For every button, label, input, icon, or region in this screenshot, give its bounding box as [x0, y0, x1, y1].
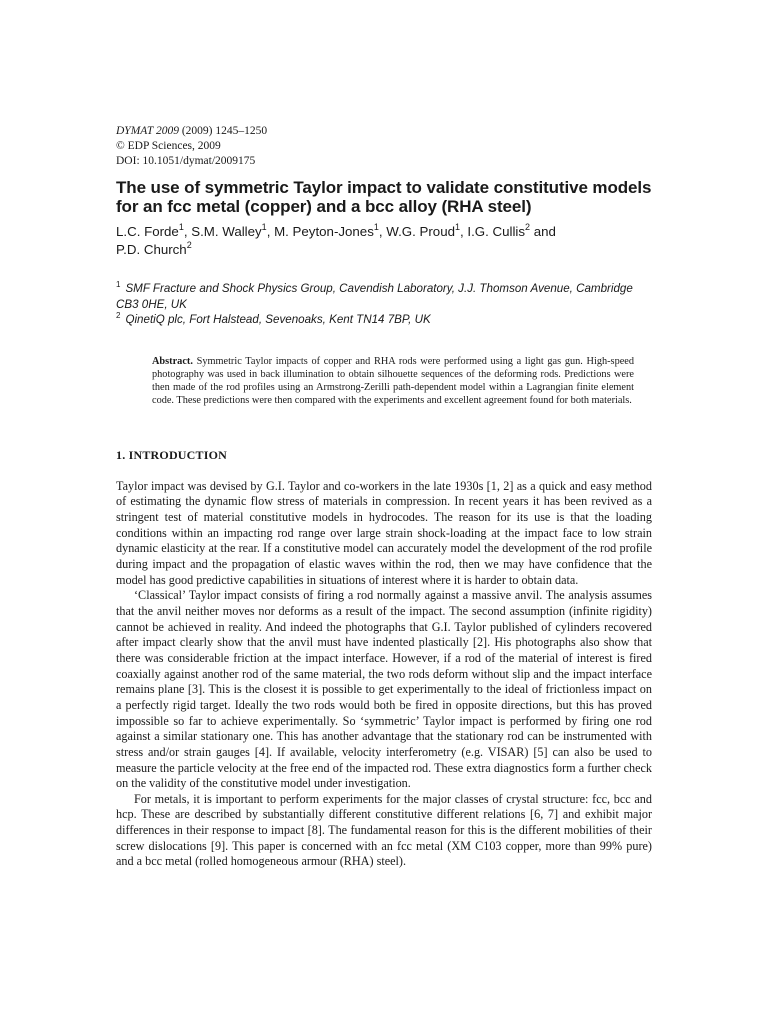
author-affiliation-marker: 1 — [261, 222, 267, 232]
section-heading: 1. INTRODUCTION — [116, 447, 228, 462]
author-affiliation-marker: 2 — [186, 240, 192, 250]
author-name: M. Peyton-Jones — [274, 224, 374, 239]
affiliation-list — [116, 281, 652, 328]
citation-line — [116, 124, 652, 139]
author-name: L.C. Forde — [116, 224, 179, 239]
author-affiliation-marker: 2 — [525, 222, 531, 232]
author-affiliation-marker: 1 — [373, 222, 379, 232]
paper-page — [116, 124, 652, 870]
author-name: S.M. Walley — [191, 224, 262, 239]
abstract-label: Abstract. — [152, 355, 193, 367]
author-affiliation-marker: 1 — [178, 222, 184, 232]
author-name: W.G. Proud — [386, 224, 455, 239]
author-name: I.G. Cullis — [467, 224, 526, 239]
paper-title: The use of symmetric Taylor impact to validate constitutive models for an fcc metal (copper) and a bcc alloy (RHA steel) — [116, 178, 652, 216]
abstract — [152, 355, 634, 408]
author-separator: , — [460, 224, 468, 239]
body-paragraph: Taylor impact was devised by G.I. Taylor and co-workers in the late 1930s [1, 2] as a quick and easy method of estimating the dynamic flow stress of materials in compression. In recent years it has been revived as a stringent test of material constitutive models in hydrocodes. The reason for its use is that the loading conditions within an impacting rod range over large strain shock-loading at the impact face to low strain dynamic elasticity at the rear. If a constitutive model can accurately model the development of the rod profile during impact and the propagation of elastic waves within the rod, then we may have confidence that the model has good predictive capabilities in situations of interest where it is harder to obtain data. — [116, 478, 652, 587]
body-paragraph: For metals, it is important to perform experiments for the major classes of crystal structure: fcc, bcc and hcp. These are described by substantially different constitutive different relations [6, 7] and exhibit major differences in their response to impact [8]. The fundamental reason for this is the different mobilities of their screw dislocations [9]. This paper is concerned with an fcc metal (XM C103 copper, more than 99% pure) and a bcc metal (rolled homogeneous armour (RHA) steel). — [116, 791, 652, 869]
affiliation-number: 2 — [116, 311, 121, 320]
section-body — [116, 479, 652, 870]
doi-line: DOI: 10.1051/dymat/2009175 — [116, 155, 256, 167]
affiliation-item — [116, 312, 652, 328]
author-separator: , — [378, 224, 387, 239]
affiliation-item — [116, 281, 652, 312]
author-affiliation-marker: 1 — [455, 222, 461, 232]
body-paragraph: ‘Classical’ Taylor impact consists of firing a rod normally against a massive anvil. The analysis assumes that the anvil neither moves nor deforms as a result of the impact. The second assumption (infinite rigidity) cannot be achieved in reality. And indeed the photographs that G.I. Taylor published of cylinders recovered after impact clearly show that the anvil must have indented plastically [2]. His photographs also show that there was considerable friction at the impact interface. However, if a rod of the material of interest is fired coaxially against another rod of the same material, the two rods deform without slip and the impact interface remains plane [3]. This is the closest it is possible to get experimentally to the ideal of frictionless impact on a perfectly rigid target. Ideally the two rods would both be fired in opposite directions, but this has proved impossible so far to achieve experimentally. So ‘symmetric’ Taylor impact is performed by firing one rod against a similar stationary one. This has another advantage that the stationary rod can be instrumented with stress and/or strain gauges [4]. If available, velocity interferometry (e.g. VISAR) [5] can also be used to measure the particle velocity at the free end of the impacted rod. These extra diagnostics form a further check on the validity of the constitutive model under investigation. — [116, 588, 652, 791]
copyright-line: © EDP Sciences, 2009 — [116, 140, 221, 152]
journal-name: DYMAT 2009 — [116, 125, 179, 137]
author-separator: and — [530, 224, 556, 239]
publication-info — [116, 124, 652, 169]
author-separator: , — [183, 224, 192, 239]
affiliation-text: SMF Fracture and Shock Physics Group, Cavendish Laboratory, J.J. Thomson Avenue, Cambridge CB3 0HE, UK — [116, 282, 633, 311]
author-list — [116, 223, 652, 259]
abstract-text: Symmetric Taylor impacts of copper and RHA rods were performed using a light gas gun. High-speed photography was used in back illumination to obtain silhouette sequences of the deforming rods. Predictions were then made of the rod profiles using an Armstrong-Zerilli path-dependent model within a Lagrangian finite element code. These predictions were then compared with the experiments and excellent agreement found for both materials. — [152, 355, 635, 407]
affiliation-text: QinetiQ plc, Fort Halstead, Sevenoaks, Kent TN14 7BP, UK — [125, 313, 431, 326]
author-separator: , — [266, 224, 275, 239]
affiliation-number: 1 — [116, 280, 121, 289]
author-name: P.D. Church — [116, 242, 187, 257]
citation-pages: (2009) 1245–1250 — [181, 125, 268, 137]
